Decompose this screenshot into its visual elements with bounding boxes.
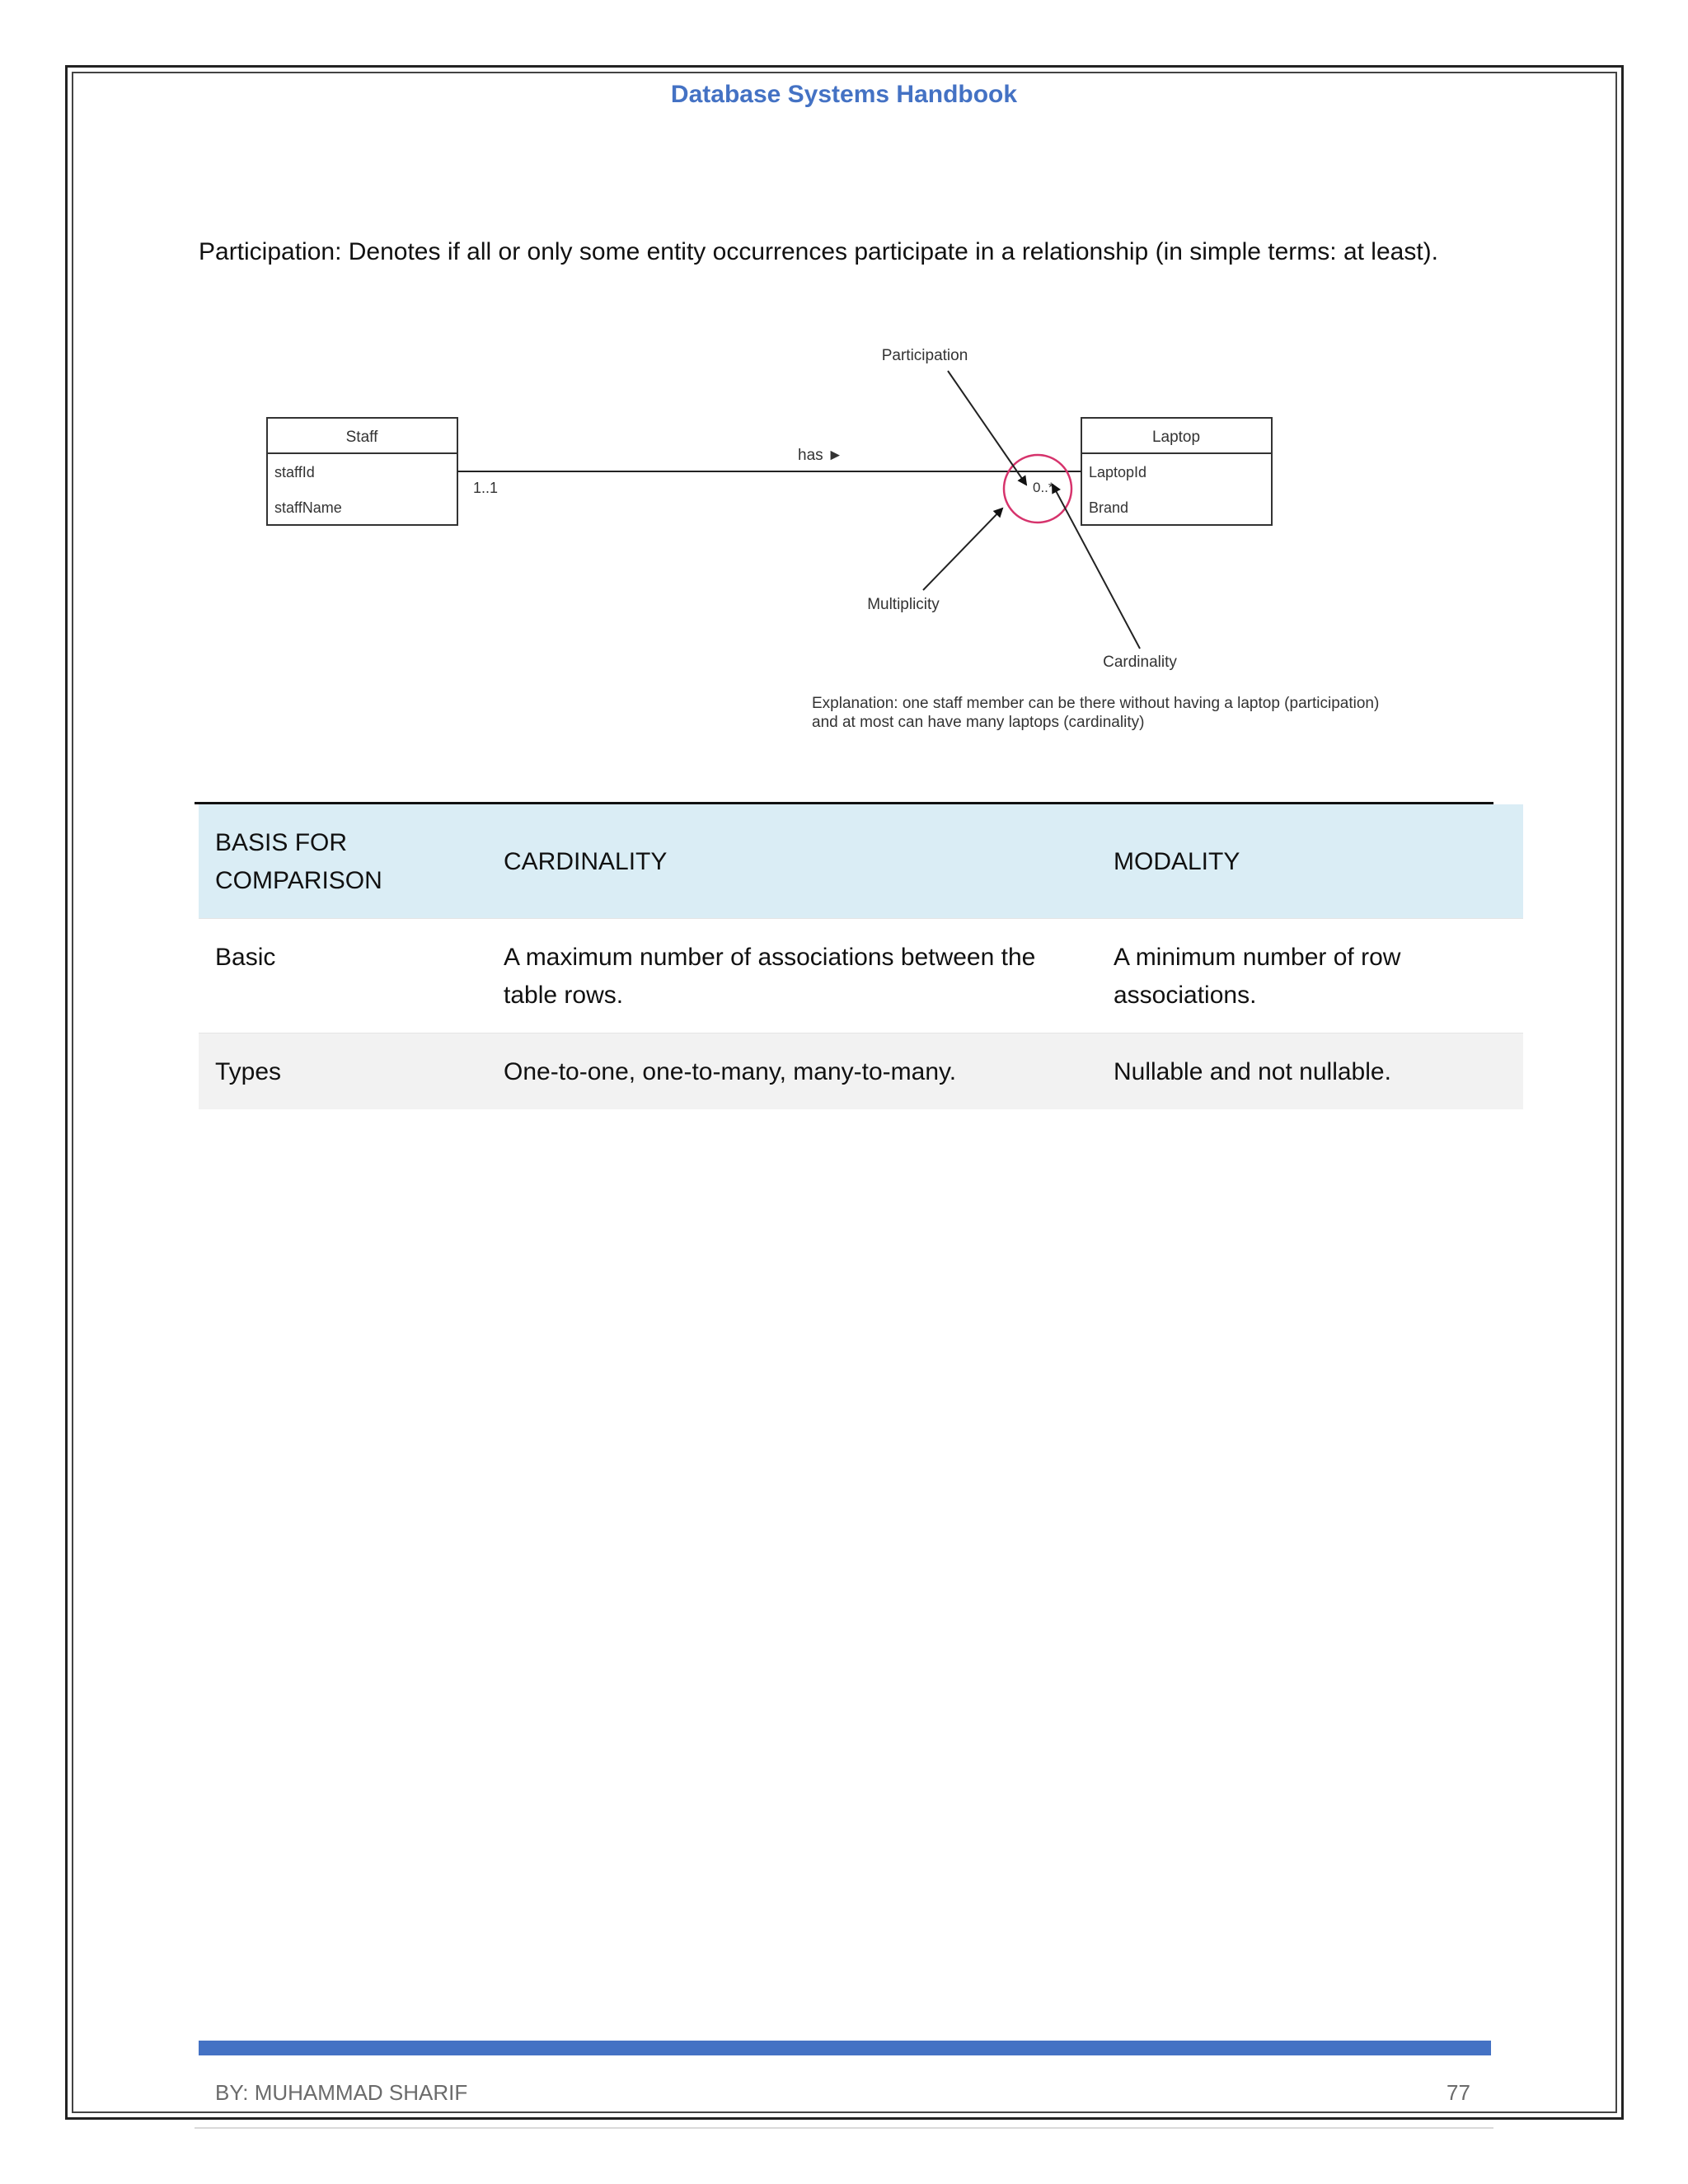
participation-label: Participation	[881, 347, 968, 364]
participation-arrow	[948, 371, 1026, 485]
laptop-entity	[1081, 418, 1272, 525]
footer-rule	[195, 2127, 1493, 2129]
row-types-cardinality: One-to-one, one-to-many, many-to-many.	[504, 1058, 957, 1085]
row-basic-cardinality: A maximum number of associations between the table rows.	[504, 944, 1036, 1009]
header-title: Database Systems Handbook	[670, 81, 1018, 108]
row-types-label: Types	[215, 1058, 282, 1085]
explanation-line-1: Explanation: one staff member can be there without having a laptop (participation)	[812, 695, 1380, 712]
laptop-attr-id: LaptopId	[1089, 464, 1147, 480]
footer-accent-bar	[199, 2041, 1491, 2055]
header-cardinality: CARDINALITY	[504, 848, 668, 875]
laptop-attr-brand: Brand	[1089, 499, 1129, 516]
table-header-row	[199, 804, 1523, 919]
relationship-label: has ►	[798, 447, 843, 464]
row-types-modality: Nullable and not nullable.	[1114, 1058, 1391, 1085]
staff-multiplicity: 1..1	[473, 480, 499, 496]
staff-entity-title: Staff	[345, 429, 378, 446]
table-row	[199, 1033, 1523, 1110]
staff-entity	[267, 418, 457, 525]
page-number: 77	[1447, 2080, 1470, 2105]
laptop-entity-title: Laptop	[1151, 429, 1201, 446]
multiplicity-arrow	[923, 509, 1002, 590]
multiplicity-label: Multiplicity	[867, 596, 940, 613]
header-modality: MODALITY	[1114, 848, 1240, 875]
er-diagram	[0, 0, 1688, 758]
intro-paragraph: Participation: Denotes if all or only some entity occurrences participate in a relationship (in simple terms: at least).	[199, 238, 1438, 265]
row-basic-label: Basic	[215, 944, 276, 971]
explanation-line-2: and at most can have many laptops (cardinality)	[812, 714, 1145, 731]
staff-attr-name: staffName	[274, 499, 342, 516]
row-basic-modality: A minimum number of row associations.	[1114, 944, 1401, 1009]
footer-author: BY: MUHAMMAD SHARIF	[215, 2080, 468, 2105]
cardinality-label: Cardinality	[1103, 654, 1177, 671]
comparison-table	[199, 804, 1523, 1109]
laptop-multiplicity: 0..*	[1033, 480, 1054, 495]
table-row	[199, 919, 1523, 1033]
staff-attr-id: staffId	[274, 464, 315, 480]
header-basis: BASIS FOR COMPARISON	[215, 829, 382, 894]
